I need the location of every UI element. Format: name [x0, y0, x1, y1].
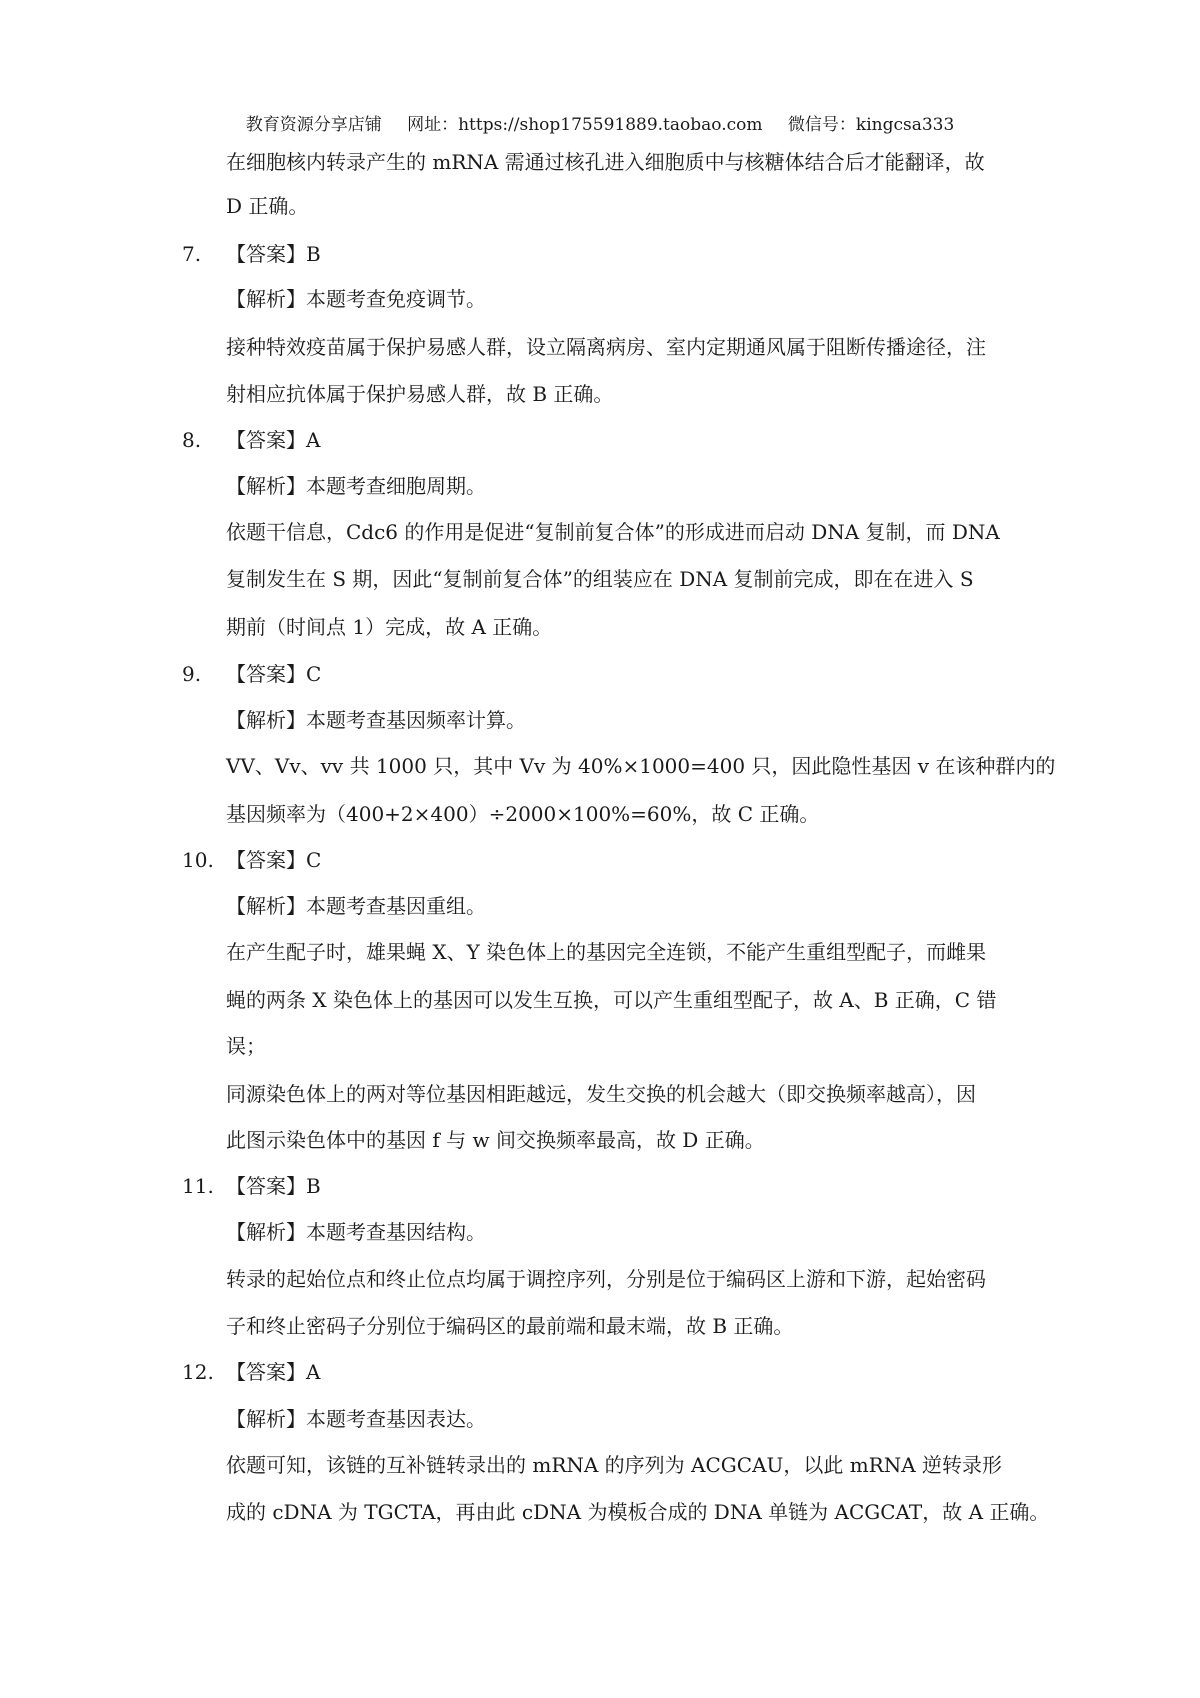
analysis-text: 转录的起始位点和终止位点均属于调控序列，分别是位于编码区上游和下游，起始密码: [226, 1267, 986, 1291]
analysis-text: 此图示染色体中的基因 f 与 w 间交换频率最高，故 D 正确。: [226, 1128, 765, 1152]
analysis-text: 同源染色体上的两对等位基因相距越远，发生交换的机会越大（即交换频率越高），因: [226, 1082, 976, 1106]
item-number: 11.: [182, 1174, 214, 1198]
answer-label: 【答案】B: [226, 242, 321, 266]
analysis-text: 接种特效疫苗属于保护易感人群，设立隔离病房、室内定期通风属于阻断传播途径，注: [226, 335, 986, 359]
analysis-text: 复制发生在 S 期，因此“复制前复合体”的组装应在 DNA 复制前完成，即在在进入 S: [226, 567, 974, 591]
answer-label: 【答案】B: [226, 1174, 321, 1198]
analysis-text: 蝇的两条 X 染色体上的基因可以发生互换，可以产生重组型配子，故 A、B 正确，C 错: [226, 988, 997, 1012]
analysis-label: 【解析】本题考查免疫调节。: [226, 287, 486, 311]
intro-line: D 正确。: [226, 194, 309, 218]
item-number: 7.: [182, 242, 202, 266]
answer-label: 【答案】C: [226, 848, 322, 872]
analysis-label: 【解析】本题考查细胞周期。: [226, 474, 486, 498]
item-number: 9.: [182, 662, 202, 686]
answer-label: 【答案】C: [226, 662, 322, 686]
analysis-text: 基因频率为（400+2×400）÷2000×100%=60%，故 C 正确。: [226, 802, 820, 826]
header-wechat: 微信号：kingcsa333: [787, 115, 955, 135]
analysis-label: 【解析】本题考查基因结构。: [226, 1220, 486, 1244]
analysis-text: VV、Vv、vv 共 1000 只，其中 Vv 为 40%×1000=400 只，因此隐性基因 v 在该种群内的: [226, 754, 1056, 778]
analysis-text: 期前（时间点 1）完成，故 A 正确。: [226, 615, 553, 639]
header-url: 网址：https://shop175591889.taobao.com: [407, 115, 763, 135]
page-header: [0, 114, 1200, 136]
analysis-text: 射相应抗体属于保护易感人群，故 B 正确。: [226, 382, 614, 406]
item-number: 10.: [182, 848, 214, 872]
analysis-text: 子和终止密码子分别位于编码区的最前端和最末端，故 B 正确。: [226, 1314, 794, 1338]
analysis-label: 【解析】本题考查基因表达。: [226, 1407, 486, 1431]
header-shop-name: 教育资源分享店铺: [245, 115, 382, 135]
analysis-label: 【解析】本题考查基因频率计算。: [226, 708, 526, 732]
item-number: 12.: [182, 1360, 214, 1384]
analysis-label: 【解析】本题考查基因重组。: [226, 894, 486, 918]
answer-label: 【答案】A: [226, 428, 321, 452]
intro-line: 在细胞核内转录产生的 mRNA 需通过核孔进入细胞质中与核糖体结合后才能翻译，故: [226, 150, 985, 174]
analysis-text: 误；: [226, 1034, 266, 1058]
analysis-text: 成的 cDNA 为 TGCTA，再由此 cDNA 为模板合成的 DNA 单链为 ACGCAT，故 A 正确。: [226, 1500, 1050, 1524]
answer-label: 【答案】A: [226, 1360, 321, 1384]
item-number: 8.: [182, 428, 202, 452]
analysis-text: 依题干信息，Cdc6 的作用是促进“复制前复合体”的形成进而启动 DNA 复制，而 DNA: [226, 520, 1000, 544]
analysis-text: 依题可知，该链的互补链转录出的 mRNA 的序列为 ACGCAU，以此 mRNA 逆转录形: [226, 1453, 1003, 1477]
analysis-text: 在产生配子时，雄果蝇 X、Y 染色体上的基因完全连锁，不能产生重组型配子，而雌果: [226, 940, 987, 964]
